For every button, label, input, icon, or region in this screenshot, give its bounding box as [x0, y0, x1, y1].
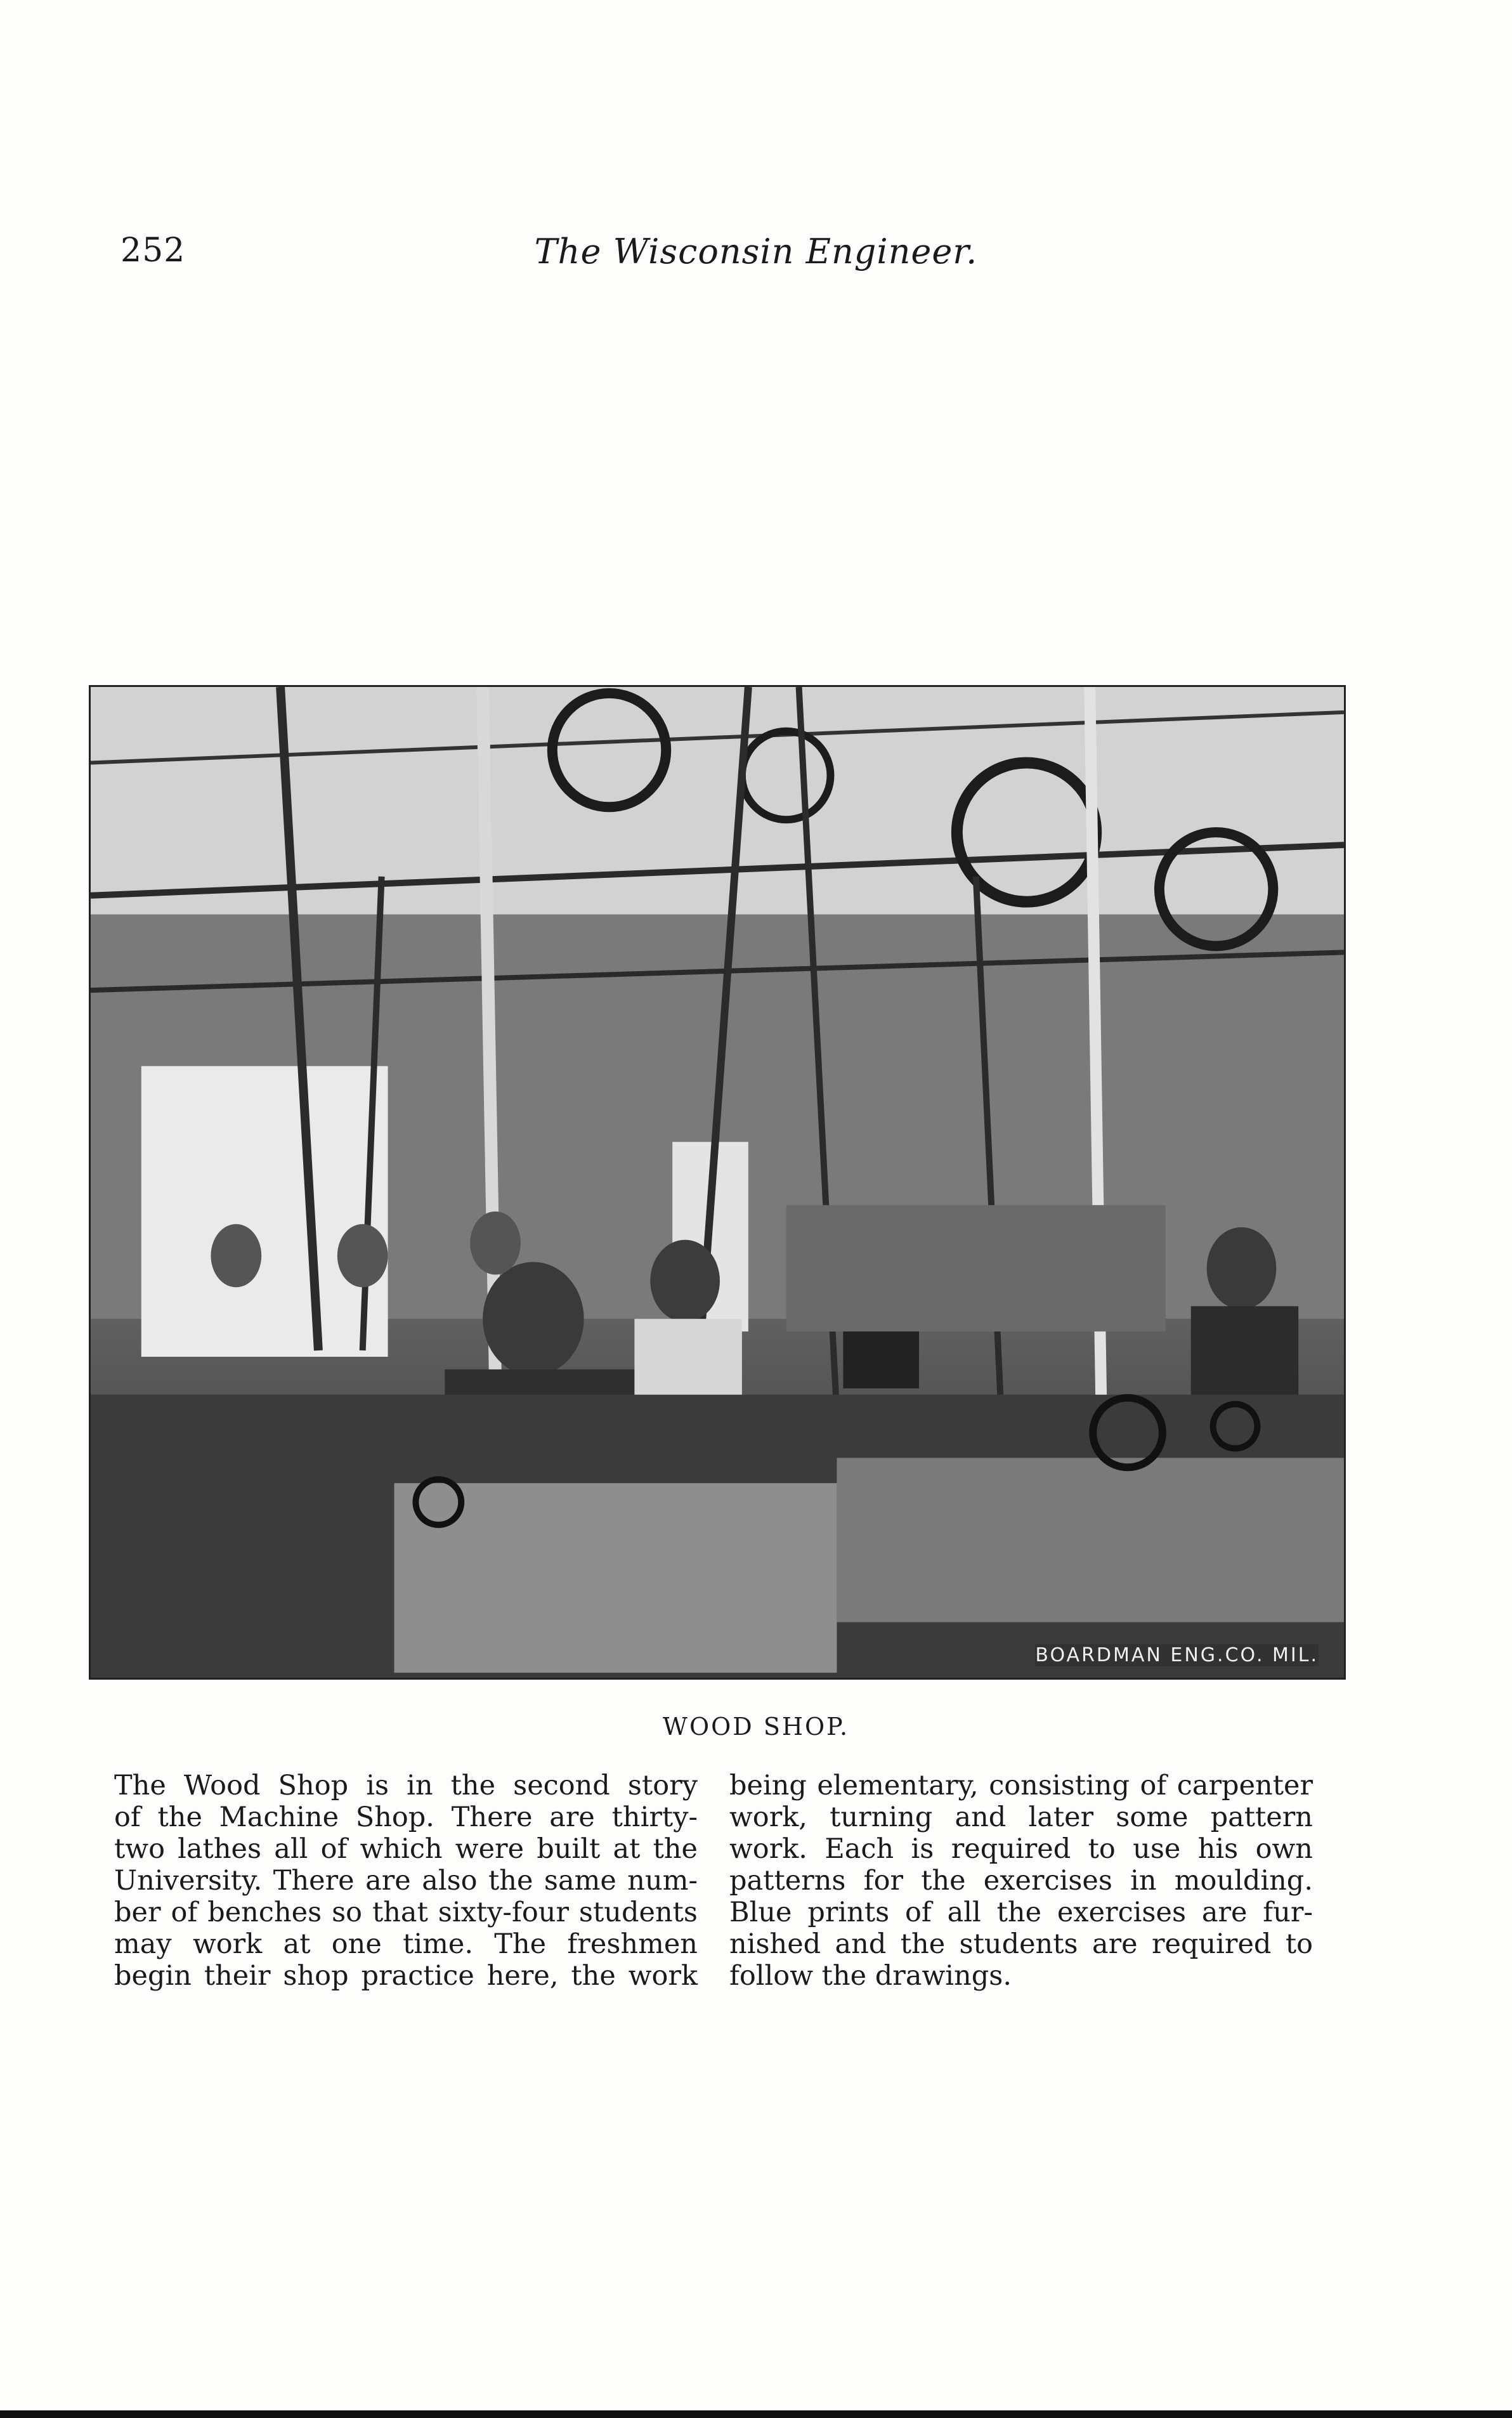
body-line: being elementary, consisting of carpenter [729, 1770, 1313, 1801]
body-line: patterns for the exercises in moulding. [729, 1865, 1313, 1897]
body-column-right [729, 1770, 1313, 1992]
body-line: follow the drawings. [729, 1960, 1012, 1992]
wood-shop-photo [89, 685, 1346, 1680]
page-number: 252 [121, 232, 186, 270]
body-line: University. There are also the same num- [114, 1865, 698, 1897]
bottom-rule [0, 2410, 1512, 2418]
body-line: of the Machine Shop. There are thirty- [114, 1801, 698, 1833]
figure-caption: WOOD SHOP. [662, 1713, 850, 1741]
body-line: nished and the students are required to [729, 1928, 1313, 1960]
body-line: work. Each is required to use his own [729, 1833, 1313, 1865]
body-line: The Wood Shop is in the second story [114, 1770, 698, 1801]
wood-shop-illustration [91, 687, 1344, 1678]
body-line: work, turning and later some pattern [729, 1801, 1313, 1833]
body-line: begin their shop practice here, the work [114, 1960, 698, 1992]
running-head: The Wisconsin Engineer. [534, 232, 978, 271]
body-line: may work at one time. The freshmen [114, 1928, 698, 1960]
engraver-credit: BOARDMAN ENG.CO. MIL. [1035, 1644, 1319, 1666]
body-line: ber of benches so that sixty-four students [114, 1897, 698, 1928]
body-line: Blue prints of all the exercises are fur- [729, 1897, 1313, 1928]
body-column-left [114, 1770, 698, 1992]
body-line: two lathes all of which were built at the [114, 1833, 698, 1865]
